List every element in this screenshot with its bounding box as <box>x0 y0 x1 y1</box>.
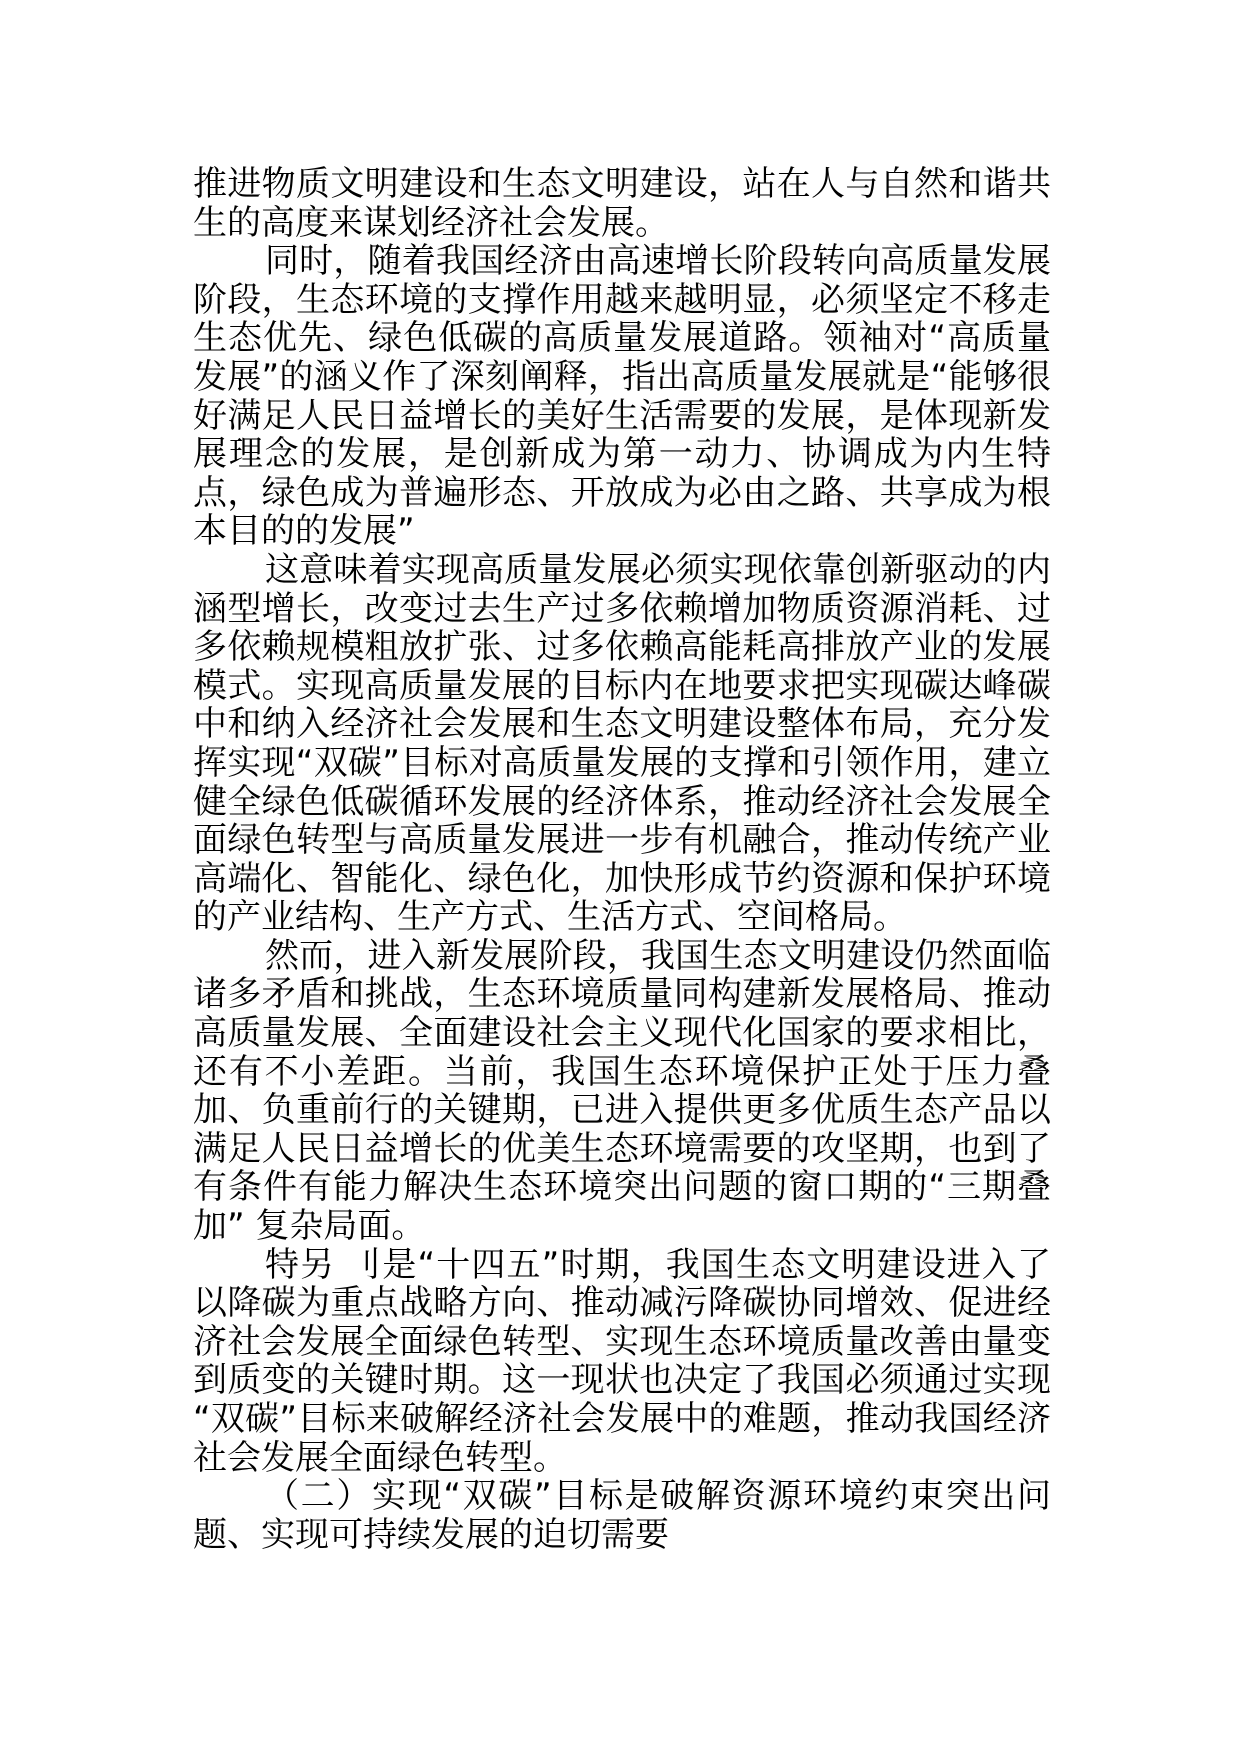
paragraph-4: 然而，进入新发展阶段，我国生态文明建设仍然面临诸多矛盾和挑战，生态环境质量同构建新发展格局、推动高质量发展、全面建设社会主义现代化国家的要求相比，还有不小差距。当前，我国生态环境保护正处于压力叠加、负重前行的关键期，已进入提供更多优质生态产品以满足人民日益增长的优美生态环境需要的攻坚期，也到了有条件有能力解决生态环境突出问题的窗口期的“三期叠加” 复杂局面。 <box>193 935 1051 1247</box>
paragraph-1: 推进物质文明建设和生态文明建设，站在人与自然和谐共生的高度来谋划经济社会发展。 <box>193 164 1051 243</box>
paragraph-2: 同时，随着我国经济由高速增长阶段转向高质量发展阶段，生态环境的支撑作用越来越明显，必须坚定不移走生态优先、绿色低碳的高质量发展道路。领袖对“高质量发展”的涵义作了深刻阐释，指出高质量发展就是“能够很好满足人民日益增长的美好生活需要的发展，是体现新发展理念的发展，是创新成为第一动力、协调成为内生特点，绿色成为普遍形态、开放成为必由之路、共享成为根本目的的发展” <box>193 241 1051 552</box>
section-heading: （二）实现“双碳”目标是破解资源环境约束突出问题、实现可持续发展的迫切需要 <box>193 1476 1051 1555</box>
document-page <box>193 165 1051 1554</box>
paragraph-5: 特另 刂是“十四五”时期，我国生态文明建设进入了以降碳为重点战略方向、推动减污降碳协同增效、促进经济社会发展全面绿色转型、实现生态环境质量改善由量变到质变的关键时期。这一现状也决定了我国必须通过实现 “双碳”目标来破解经济社会发展中的难题，推动我国经济社会发展全面绿色转型。 <box>193 1244 1051 1478</box>
paragraph-3: 这意味着实现高质量发展必须实现依靠创新驱动的内涵型增长，改变过去生产过多依赖增加物质资源消耗、过多依赖规模粗放扩张、过多依赖高能耗高排放产业的发展模式。实现高质量发展的目标内在地要求把实现碳达峰碳中和纳入经济社会发展和生态文明建设整体布局，充分发挥实现“双碳”目标对高质量发展的支撑和引领作用，建立健全绿色低碳循环发展的经济体系，推动经济社会发展全面绿色转型与高质量发展进一步有机融合，推动传统产业高端化、智能化、绿色化，加快形成节约资源和保护环境的产业结构、生产方式、生活方式、空间格局。 <box>193 549 1051 938</box>
